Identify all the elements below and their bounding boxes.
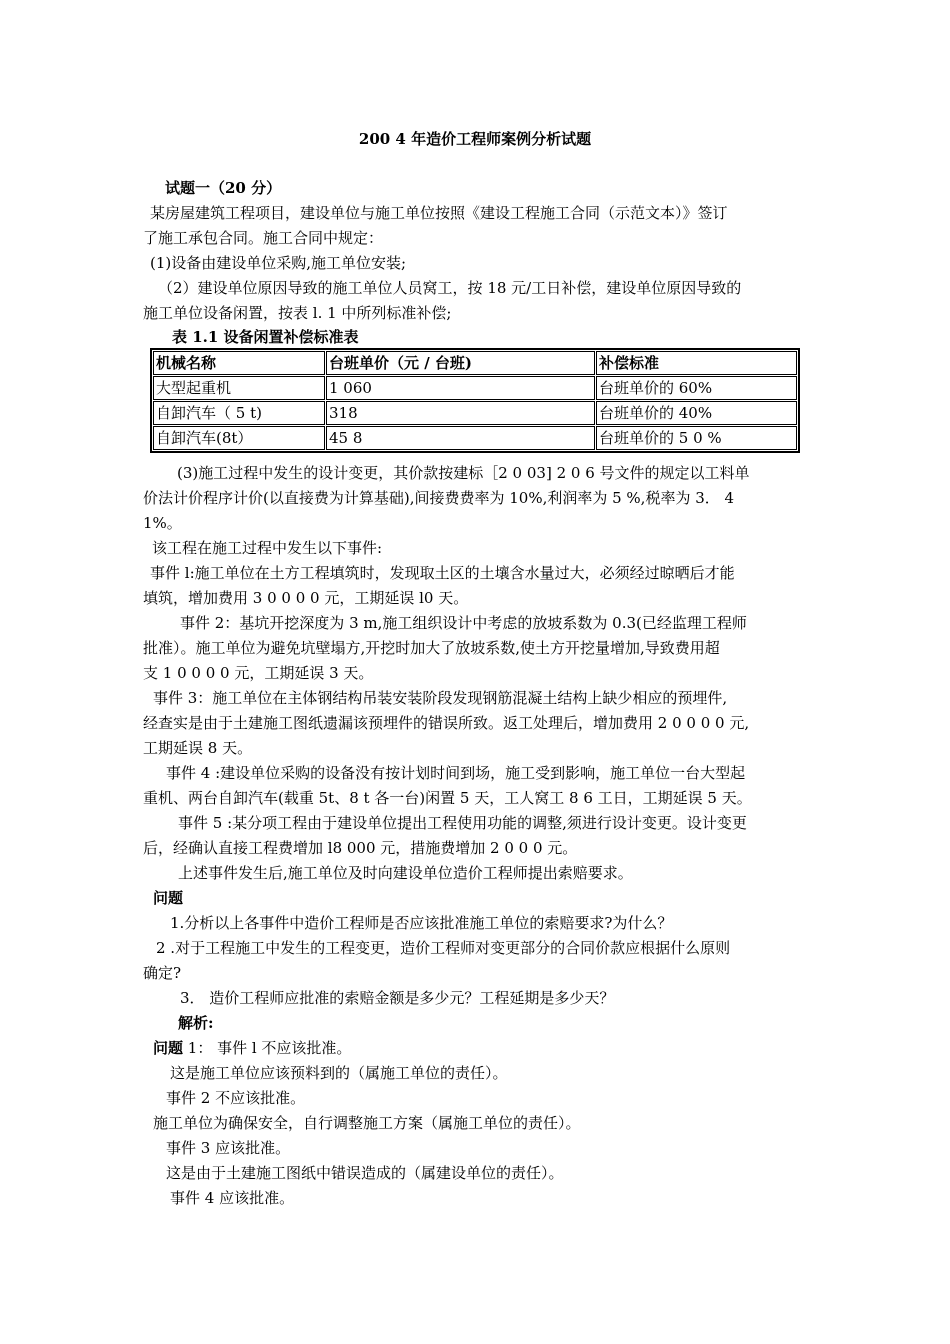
paragraph-line: 批准）。施工单位为避免坑壁塌方,开挖时加大了放坡系数,使土方开挖量增加,导致费用超 xyxy=(143,639,720,657)
table-cell: 台班单价的 5 0 % xyxy=(596,426,797,450)
equipment-idle-compensation-table xyxy=(150,348,800,453)
questions-heading: 问题 xyxy=(153,889,184,907)
paragraph-line: 支 1 0 0 0 0 元，工期延误 3 天。 xyxy=(143,664,374,682)
answer-lead-line xyxy=(153,1036,351,1060)
paragraph-line: 事件 4 :建设单位采购的设备没有按计划时间到场，施工受到影响，施工单位一台大型起 xyxy=(166,764,746,782)
question-line: 确定? xyxy=(143,964,182,982)
paragraph-line: 工期延误 8 天。 xyxy=(143,739,253,757)
table-cell: 自卸汽车（ 5 t) xyxy=(153,401,325,425)
answer-line: 事件 3 应该批准。 xyxy=(166,1139,291,1157)
paragraph-line: 价法计价程序计价(以直接费为计算基础),间接费费率为 10%,利润率为 5 %,税率为 3． 4 xyxy=(143,489,735,507)
answer-lead-label: 问题 xyxy=(153,1039,184,1057)
table-cell: 台班单价的 60% xyxy=(596,376,797,400)
paragraph-line: 事件 3：施工单位在主体钢结构吊装安装阶段发现钢筋混凝土结构上缺少相应的预埋件, xyxy=(153,689,728,707)
table-cell: 自卸汽车(8t） xyxy=(153,426,325,450)
paragraph-line: 该工程在施工过程中发生以下事件: xyxy=(152,539,383,557)
section-heading: 试题一（20 分） xyxy=(165,179,282,197)
table-cell: 318 xyxy=(326,401,595,425)
paragraph-line: 事件 2：基坑开挖深度为 3 m,施工组织设计中考虑的放坡系数为 0.3(已经监理工程师 xyxy=(180,614,747,632)
answer-line: 这是由于土建施工图纸中错误造成的（属建设单位的责任）。 xyxy=(166,1164,564,1182)
table-cell: 45 8 xyxy=(326,426,595,450)
paragraph-line: 施工单位设备闲置，按表 l. 1 中所列标准补偿; xyxy=(143,304,452,322)
table-header-cell: 补偿标准 xyxy=(596,351,797,375)
paragraph-line: 重机、两台自卸汽车(载重 5t、8 t 各一台)闲置 5 天，工人窝工 8 6 工日，工期延误 5 天。 xyxy=(143,789,752,807)
question-line: 1.分析以上各事件中造价工程师是否应该批准施工单位的索赔要求?为什么？ xyxy=(170,914,673,932)
table-header-cell: 台班单价（元 / 台班) xyxy=(326,351,595,375)
question-line: 2 .对于工程施工中发生的工程变更，造价工程师对变更部分的合同价款应根据什么原则 xyxy=(156,939,731,957)
paragraph-line: (3)施工过程中发生的设计变更，其价款按建标［2 0 03] 2 0 6 号文件的规定以工料单 xyxy=(177,464,750,482)
paragraph-line: 填筑，增加费用 3 0 0 0 0 元，工期延误 l0 天。 xyxy=(143,589,469,607)
answer-line: 事件 2 不应该批准。 xyxy=(166,1089,306,1107)
table-caption: 表 1.1 设备闲置补偿标准表 xyxy=(172,328,359,346)
paragraph-line: 某房屋建筑工程项目，建设单位与施工单位按照《建设工程施工合同（示范文本）》签订 xyxy=(150,204,728,222)
table-cell: 1 060 xyxy=(326,376,595,400)
paragraph-line: 上述事件发生后,施工单位及时向建设单位造价工程师提出索赔要求。 xyxy=(178,864,633,882)
answer-line: 施工单位为确保安全，自行调整施工方案（属施工单位的责任）。 xyxy=(153,1114,581,1132)
answer-line: 事件 4 应该批准。 xyxy=(170,1189,295,1207)
paragraph-line: 事件 l:施工单位在土方工程填筑时，发现取土区的土壤含水量过大，必须经过晾晒后才能 xyxy=(150,564,735,582)
question-line: 3． 造价工程师应批准的索赔金额是多少元？工程延期是多少天？ xyxy=(180,989,615,1007)
table-cell: 大型起重机 xyxy=(153,376,325,400)
paragraph-line: (1)设备由建设单位采购,施工单位安装; xyxy=(150,254,407,272)
answer-lead-text: 1： 事件 l 不应该批准。 xyxy=(183,1039,352,1057)
answer-line: 这是施工单位应该预料到的（属施工单位的责任）。 xyxy=(170,1064,508,1082)
paragraph-line: 了施工承包合同。施工合同中规定： xyxy=(143,229,384,247)
analysis-heading: 解析: xyxy=(178,1014,214,1032)
table-row xyxy=(153,401,797,425)
paragraph-line: 经查实是由于土建施工图纸遗漏该预埋件的错误所致。返工处理后，增加费用 2 0 0 0 0 元, xyxy=(143,714,750,732)
table-header-cell: 机械名称 xyxy=(153,351,325,375)
table-row xyxy=(153,376,797,400)
table-row xyxy=(153,426,797,450)
paragraph-line: 后，经确认直接工程费增加 l8 000 元，措施费增加 2 0 0 0 元。 xyxy=(143,839,578,857)
paragraph-line: （2）建设单位原因导致的施工单位人员窝工，按 18 元/工日补偿，建设单位原因导致的 xyxy=(158,279,742,297)
table-cell: 台班单价的 40% xyxy=(596,401,797,425)
document-title: 200 4 年造价工程师案例分析试题 xyxy=(358,130,592,148)
paragraph-line: 事件 5 :某分项工程由于建设单位提出工程使用功能的调整,须进行设计变更。设计变更 xyxy=(178,814,747,832)
table-header-row xyxy=(153,351,797,375)
paragraph-line: 1%。 xyxy=(143,514,182,532)
